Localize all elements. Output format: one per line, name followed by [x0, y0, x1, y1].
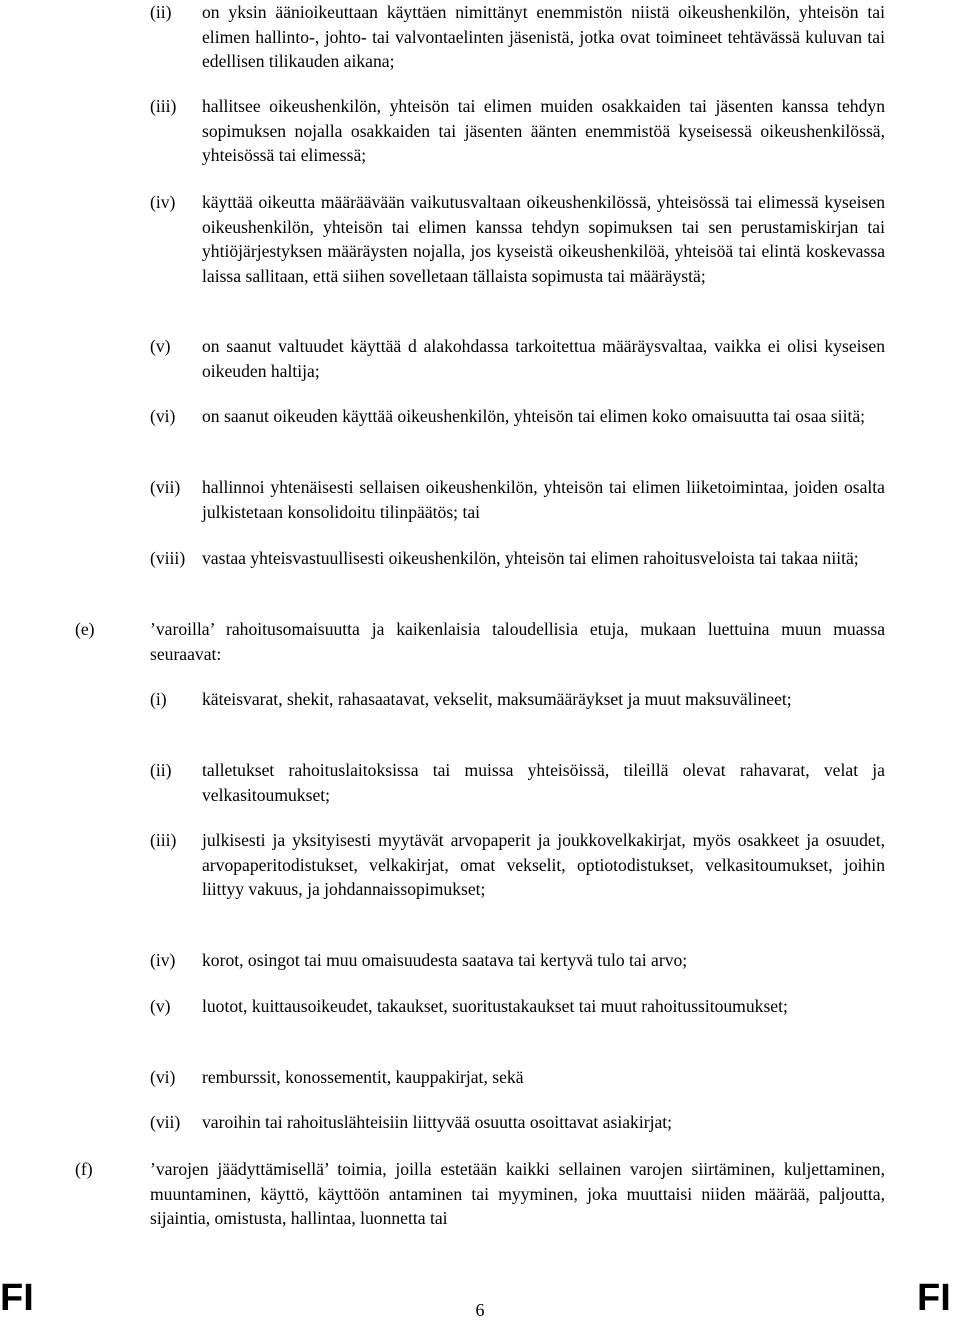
item-number: (ii) — [150, 760, 172, 780]
page-number: 6 — [475, 1300, 485, 1320]
item-text: luotot, kuittausoikeudet, takaukset, suoritustakaukset tai muut rahoitussitoumukset; — [202, 996, 788, 1016]
item-number: (f) — [75, 1159, 93, 1179]
item-number: (ii) — [150, 2, 172, 22]
item-number: (viii) — [150, 548, 186, 568]
item-number: (e) — [75, 619, 95, 639]
item-text: käteisvarat, shekit, rahasaatavat, vekselit, maksumääräykset ja muut maksuvälineet; — [202, 689, 792, 709]
footer-language-code-left: FI — [0, 1277, 34, 1319]
item-text: on saanut oikeuden käyttää oikeushenkilön, yhteisön tai elimen koko omaisuutta tai osaa siitä; — [202, 406, 866, 426]
item-number: (vi) — [150, 406, 176, 426]
item-text: korot, osingot tai muu omaisuudesta saatava tai kertyvä tulo tai arvo; — [202, 950, 688, 970]
item-number: (iv) — [150, 192, 176, 212]
item-text: julkisesti ja yksityisesti myytävät arvopaperit ja joukkovelkakirjat, myös osakkeet ja osuudet, arvopaperitodistukset, velkakirjat, omat vekselit, optiotodistukset, velkasitoumukset, joihin liittyy vakuus, ja johdannaissopimukset; — [202, 830, 885, 899]
item-number: (iv) — [150, 950, 176, 970]
item-number: (vii) — [150, 1112, 181, 1132]
item-text: ’varoilla’ rahoitusomaisuutta ja kaikenlaisia taloudellisia etuja, mukaan luettuina muun muassa seuraavat: — [150, 619, 885, 664]
item-number: (vi) — [150, 1067, 176, 1087]
item-text: talletukset rahoituslaitoksissa tai muissa yhteisöissä, tileillä olevat rahavarat, velat ja velkasitoumukset; — [202, 760, 885, 805]
item-text: on yksin äänioikeuttaan käyttäen nimittänyt enemmistön niistä oikeushenkilön, yhteisön tai elimen hallinto-, johto- tai valvontaelinten jäsenistä, jotka ovat toimineet tehtävässä kuluvan tai edellisen tilikauden aikana; — [202, 2, 885, 71]
item-number: (iii) — [150, 830, 177, 850]
item-text: remburssit, konossementit, kauppakirjat, sekä — [202, 1067, 524, 1087]
item-text: hallinnoi yhtenäisesti sellaisen oikeushenkilön, yhteisön tai elimen liiketoimintaa, joiden osalta julkistetaan konsolidoitu tilinpäätös; tai — [202, 477, 885, 522]
item-number: (vii) — [150, 477, 181, 497]
item-number: (v) — [150, 996, 171, 1016]
item-text: ’varojen jäädyttämisellä’ toimia, joilla estetään kaikki sellainen varojen siirtäminen, kuljettaminen, muuntaminen, käyttö, käyttöön antaminen tai myyminen, joka muuttaisi niiden määrää, paljoutta, sijaintia, omistusta, hallintaa, luonnetta tai — [150, 1159, 885, 1228]
item-text: varoihin tai rahoituslähteisiin liittyvää osuutta osoittavat asiakirjat; — [202, 1112, 673, 1132]
item-text: hallitsee oikeushenkilön, yhteisön tai elimen muiden osakkaiden tai jäsenten kanssa tehdyn sopimuksen nojalla osakkaiden tai jäsenten äänten enemmistöä kyseisessä oikeushenkilössä, yhteisössä tai elimessä; — [202, 96, 885, 165]
item-text: vastaa yhteisvastuullisesti oikeushenkilön, yhteisön tai elimen rahoitusveloista tai takaa niitä; — [202, 548, 859, 568]
item-number: (v) — [150, 336, 171, 356]
item-text: on saanut valtuudet käyttää d alakohdassa tarkoitettua määräysvaltaa, vaikka ei olisi kyseisen oikeuden haltija; — [202, 336, 885, 381]
item-number: (iii) — [150, 96, 177, 116]
item-number: (i) — [150, 689, 167, 709]
footer-language-code-right: FI — [917, 1277, 951, 1319]
item-text: käyttää oikeutta määräävään vaikutusvaltaan oikeushenkilössä, yhteisössä tai elimessä kyseisen oikeushenkilön, yhteisön tai elimen kanssa tehdyn sopimuksen tai sen perustamiskirjan tai yhtiöjärjestyksen määräysten nojalla, jos kyseistä oikeushenkilöä, yhteisöä tai elintä koskevassa laissa sallitaan, että siihen sovelletaan tällaista sopimusta tai määräystä; — [202, 192, 885, 286]
